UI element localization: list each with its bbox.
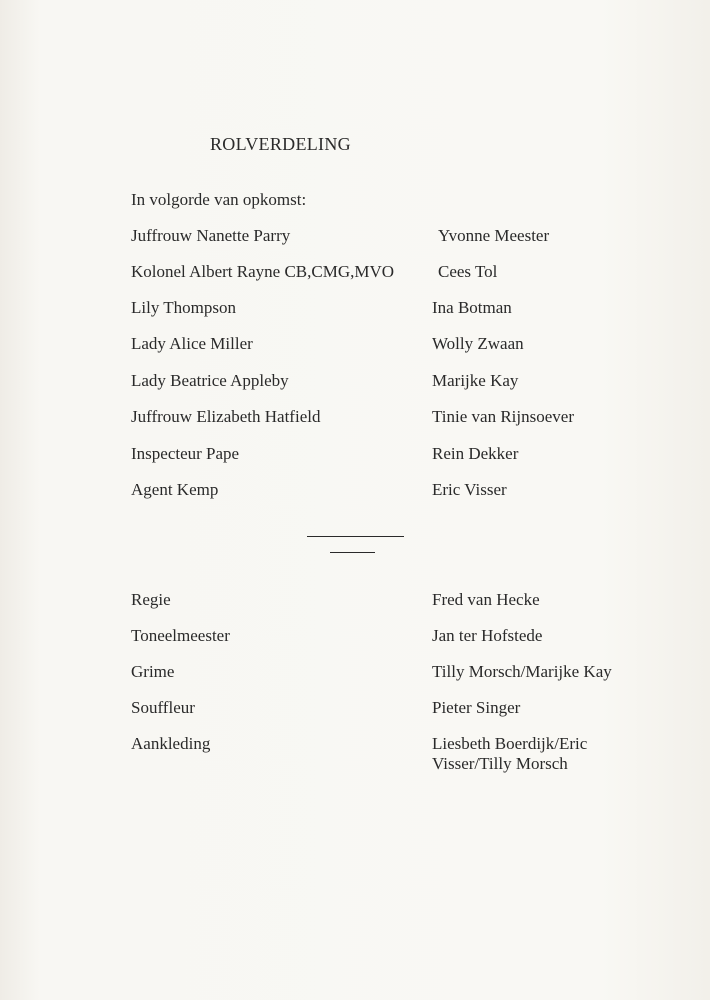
crew-role: Souffleur	[131, 698, 195, 717]
cast-role: Kolonel Albert Rayne CB,CMG,MVO	[131, 262, 395, 281]
cast-actor: Wolly Zwaan	[432, 334, 524, 353]
crew-role: Regie	[131, 590, 171, 609]
crew-member: Tilly Morsch/Marijke Kay	[432, 662, 612, 681]
cast-role: Lady Beatrice Appleby	[131, 371, 289, 390]
cast-role: Agent Kemp	[131, 480, 219, 499]
cast-actor: Marijke Kay	[432, 371, 519, 390]
cast-actor: Eric Visser	[432, 480, 507, 499]
cast-actor: Cees Tol	[438, 262, 498, 281]
crew-member: Jan ter Hofstede	[432, 626, 543, 645]
divider-line-short	[330, 552, 375, 553]
cast-actor: Tinie van Rijnsoever	[432, 407, 574, 426]
cast-role: Lady Alice Miller	[131, 334, 253, 353]
crew-role: Aankleding	[131, 734, 211, 753]
crew-member: Fred van Hecke	[432, 590, 540, 609]
crew-role: Toneelmeester	[131, 626, 230, 645]
cast-actor: Yvonne Meester	[438, 226, 550, 245]
cast-actor: Rein Dekker	[432, 444, 519, 463]
cast-intro: In volgorde van opkomst:	[131, 190, 307, 209]
cast-role: Juffrouw Elizabeth Hatfield	[131, 407, 321, 426]
page-title: ROLVERDELING	[210, 134, 351, 154]
crew-role: Grime	[131, 662, 175, 681]
cast-role: Lily Thompson	[131, 298, 236, 317]
cast-actor: Ina Botman	[432, 298, 512, 317]
crew-member: Liesbeth Boerdijk/Eric Visser/Tilly Morsch	[432, 734, 588, 773]
divider-line	[307, 536, 404, 537]
cast-role: Juffrouw Nanette Parry	[131, 226, 291, 245]
crew-member: Pieter Singer	[432, 698, 521, 717]
cast-role: Inspecteur Pape	[131, 444, 240, 463]
